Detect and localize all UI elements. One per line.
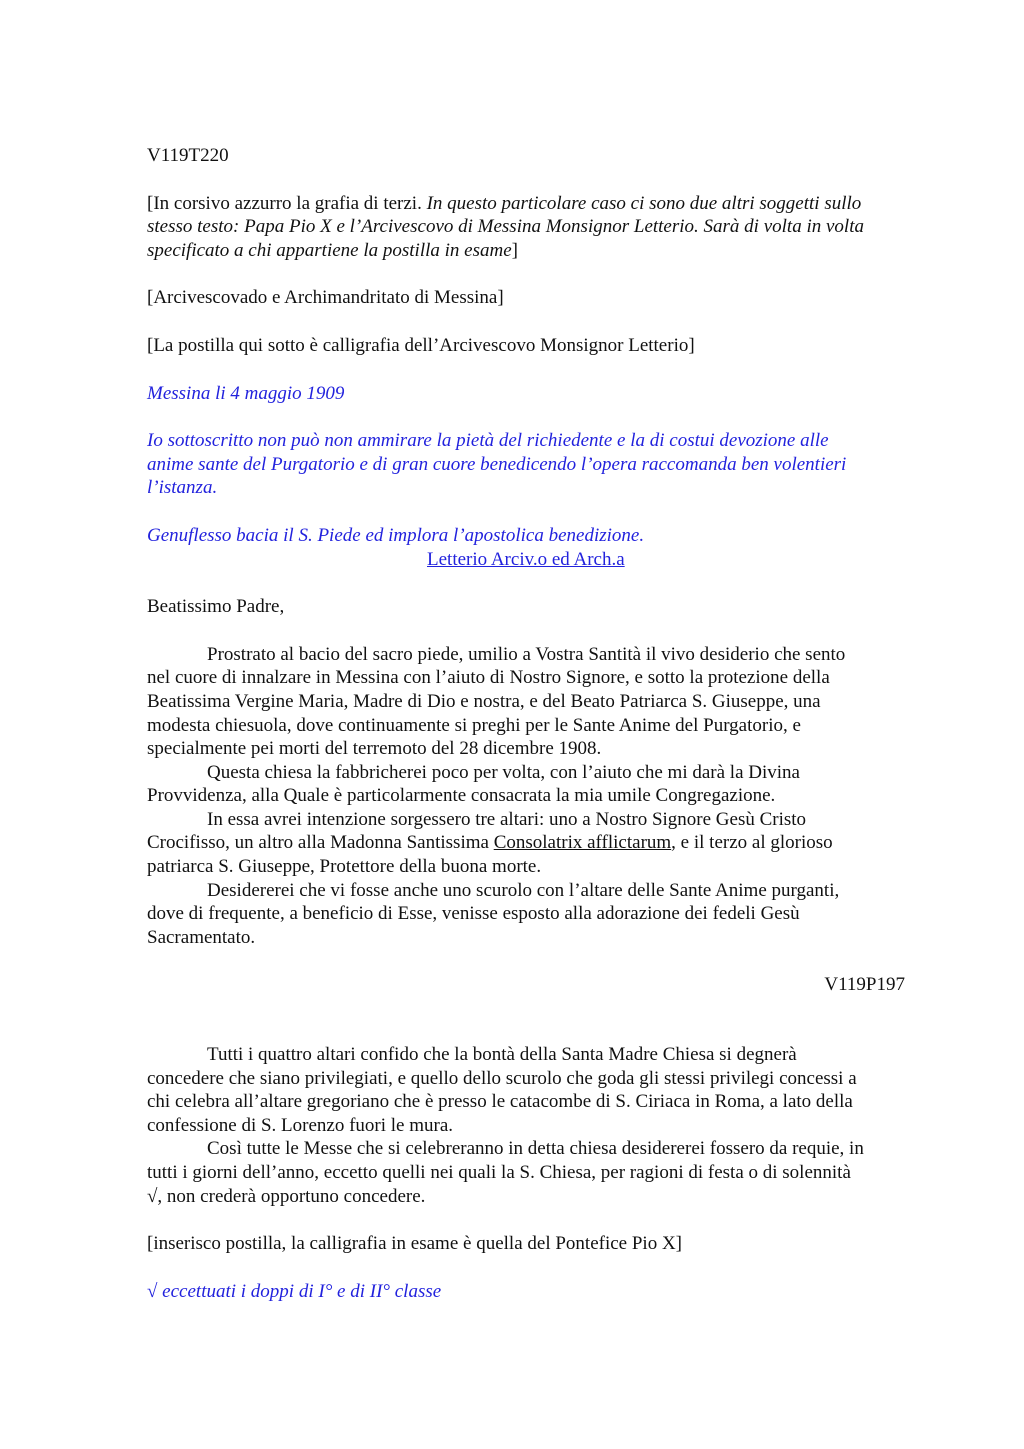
consolatrix-underlined: Consolatrix afflictarum: [493, 832, 672, 854]
intro-note-close: ]: [511, 239, 518, 261]
letter-line: specialmente pei morti del terremoto del 28 dicembre 1908.: [147, 738, 602, 760]
note-postilla-arcivescovo: [La postilla qui sotto è calligrafia dell’Arcivescovo Monsignor Letterio]: [147, 334, 695, 356]
letter-line: Così tutte le Messe che si celebreranno in detta chiesa desidererei fossero da requie, in: [207, 1138, 864, 1160]
letter-line: Sacramentato.: [147, 926, 256, 948]
document-id-top: V119T220: [147, 145, 229, 166]
letter-line: dove di frequente, a beneficio di Esse, venisse esposto alla adorazione dei fedeli Gesù: [147, 903, 800, 925]
letter-line: patriarca S. Giuseppe, Protettore della buona morte.: [147, 856, 542, 878]
salutation: Beatissimo Padre,: [147, 596, 285, 618]
postilla-closing: Genuflesso bacia il S. Piede ed implora l’apostolica benedizione.: [147, 524, 645, 546]
letter-text: Crocifisso, un altro alla Madonna Santissima: [147, 832, 494, 854]
letter-line: Tutti i quattro altari confido che la bontà della Santa Madre Chiesa si degnerà: [207, 1044, 797, 1066]
archdiocese-header: [Arcivescovado e Archimandritato di Messina]: [147, 287, 504, 309]
postilla-body-line: anime sante del Purgatorio e di gran cuore benedicendo l’opera raccomanda ben volentieri: [147, 453, 847, 475]
postilla-body-line: l’istanza.: [147, 477, 218, 499]
letter-line: chi celebra all’altare gregoriano che è presso le catacombe di S. Ciriaca in Roma, a lato della: [147, 1091, 853, 1113]
postilla-body: [147, 429, 927, 500]
letter-line: nel cuore di innalzare in Messina con l’aiuto di Nostro Signore, e sotto la protezione della: [147, 667, 830, 689]
letter-line: √, non crederà opportuno concedere.: [147, 1185, 426, 1207]
letter-line: Beatissima Vergine Maria, Madre di Dio e nostra, e del Beato Patriarca S. Giuseppe, una: [147, 690, 821, 712]
letter-line: [147, 831, 927, 855]
letter-paragraph-3: [147, 808, 927, 879]
intro-note-plain: [In corsivo azzurro la grafia di terzi.: [147, 192, 427, 214]
intro-note-italic-1: In questo particolare caso ci sono due altri soggetti sullo: [426, 192, 862, 214]
document-id-page: V119P197: [824, 974, 905, 996]
letter-paragraph-5: [147, 1043, 927, 1137]
letter-line: Prostrato al bacio del sacro piede, umilio a Vostra Santità il vivo desiderio che sento: [207, 643, 846, 665]
postilla-pontefice: √ eccettuati i doppi di I° e di II° classe: [147, 1280, 442, 1302]
letter-paragraph-2: [147, 761, 927, 808]
letter-line: modesta chiesuola, dove continuamente si preghi per le Sante Anime del Purgatorio, e: [147, 714, 801, 736]
letter-text: , e il terzo al glorioso: [671, 832, 833, 854]
letter-paragraph-6: [147, 1137, 927, 1208]
note-postilla-pontefice: [inserisco postilla, la calligrafia in esame è quella del Pontefice Pio X]: [147, 1233, 682, 1255]
postilla-body-line: Io sottoscritto non può non ammirare la pietà del richiedente e la di costui devozione alle: [147, 430, 829, 452]
letter-line: confessione di S. Lorenzo fuori le mura.: [147, 1114, 454, 1136]
letter-line: tutti i giorni dell’anno, eccetto quelli nei quali la S. Chiesa, per ragioni di festa o di solennità: [147, 1162, 851, 1183]
letter-line: concedere che siano privilegiati, e quello dello scurolo che goda gli stessi privilegi concessi a: [147, 1067, 857, 1089]
postilla-signature: Letterio Arciv.o ed Arch.a: [427, 548, 625, 570]
intro-note: [147, 192, 927, 263]
postilla-date: Messina li 4 maggio 1909: [147, 382, 345, 404]
letter-line: Desidererei che vi fosse anche uno scurolo con l’altare delle Sante Anime purganti,: [207, 879, 840, 901]
letter-paragraph-4: [147, 879, 927, 950]
intro-note-italic-3: specificato a chi appartiene la postilla in esame: [147, 239, 512, 261]
letter-line: Questa chiesa la fabbricherei poco per volta, con l’aiuto che mi darà la Divina: [207, 761, 800, 783]
letter-line: In essa avrei intenzione sorgessero tre altari: uno a Nostro Signore Gesù Cristo: [207, 808, 807, 830]
letter-paragraph-1: [147, 643, 927, 761]
document-page: [147, 144, 927, 1303]
letter-line: Provvidenza, alla Quale è particolarmente consacrata la mia umile Congregazione.: [147, 785, 776, 807]
intro-note-italic-2: stesso testo: Papa Pio X e l’Arcivescovo di Messina Monsignor Letterio. Sarà di volta in volta: [147, 216, 864, 238]
